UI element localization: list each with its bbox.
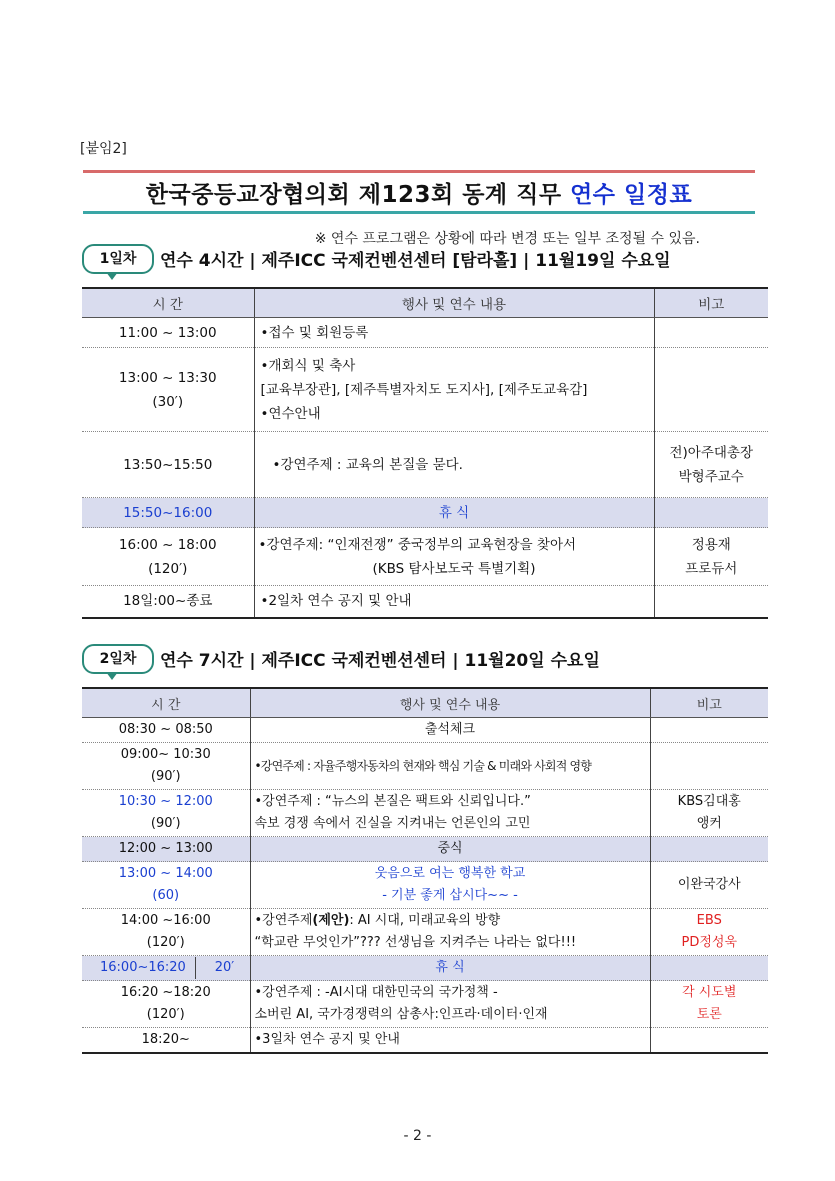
row-time: 08:30 ~ 08:50 xyxy=(82,718,250,743)
table-row xyxy=(82,981,768,1028)
table-row-lunch xyxy=(82,837,768,862)
row-time: 15:50~16:00 xyxy=(82,498,254,528)
table-row xyxy=(82,718,768,743)
table-row-break xyxy=(82,956,768,981)
row-note xyxy=(654,318,768,348)
day2-title: 연수 7시간 | 제주ICC 국제컨벤션센터 | 11월20일 수요일 xyxy=(160,651,600,671)
attachment-label: [붙임2] xyxy=(80,141,127,157)
row-time: 13:00 ~ 13:30 (30′) xyxy=(82,348,254,432)
row-note xyxy=(654,586,768,618)
row-time: 18:20~ xyxy=(82,1028,250,1054)
table-row xyxy=(82,348,768,432)
row-content: •강연주제 : -AI시대 대한민국의 국가정책 - 소버린 AI, 국가경쟁력의 삼총사:인프라·데이터·인재 xyxy=(250,981,650,1028)
row-content: 웃음으로 여는 행복한 학교 - 기분 좋게 삽시다~~ - xyxy=(250,862,650,909)
row-content: •2일차 연수 공지 및 안내 xyxy=(254,586,654,618)
day1-badge: 1일차 xyxy=(82,244,154,274)
col-content: 행사 및 연수 내용 xyxy=(250,688,650,718)
row-note xyxy=(654,498,768,528)
row-note xyxy=(650,956,768,981)
page-number: - 2 - xyxy=(403,1128,432,1144)
table-row xyxy=(82,909,768,956)
row-note xyxy=(650,837,768,862)
day2-table xyxy=(82,687,768,1054)
table-header xyxy=(82,688,768,718)
row-content: •3일차 연수 공지 및 안내 xyxy=(250,1028,650,1054)
title-highlight: 연수 일정표 xyxy=(570,182,693,208)
row-note xyxy=(650,718,768,743)
row-content: 휴 식 xyxy=(250,956,650,981)
table-row xyxy=(82,743,768,790)
row-note: 정용재 프로듀서 xyxy=(654,528,768,586)
title-main: 한국중등교장협의회 제123회 동계 직무 xyxy=(145,182,571,208)
table-row-break xyxy=(82,498,768,528)
day1-title: 연수 4시간 | 제주ICC 국제컨벤션센터 [탐라홀] | 11월19일 수요일 xyxy=(160,251,671,271)
table-row xyxy=(82,862,768,909)
row-note: EBS PD정성욱 xyxy=(650,909,768,956)
row-time: 18일:00~종료 xyxy=(82,586,254,618)
row-content: •강연주제(제안): AI 시대, 미래교육의 방향 “학교란 무엇인가”??? 선생님을 지켜주는 나라는 없다!!! xyxy=(250,909,650,956)
row-time: 16:00 ~ 18:00 (120′) xyxy=(82,528,254,586)
row-time: 13:50~15:50 xyxy=(82,432,254,498)
day2-badge: 2일차 xyxy=(82,644,154,674)
row-note xyxy=(654,348,768,432)
row-time: 14:00 ~16:00 (120′) xyxy=(82,909,250,956)
row-content: 휴 식 xyxy=(254,498,654,528)
row-content: •접수 및 회원등록 xyxy=(254,318,654,348)
row-note: KBS김대홍 앵커 xyxy=(650,790,768,837)
table-row xyxy=(82,586,768,618)
table-row xyxy=(82,318,768,348)
row-content: •강연주제: “인재전쟁” 중국정부의 교육현장을 찾아서 (KBS 탐사보도국 특별기획) xyxy=(254,528,654,586)
table-row xyxy=(82,1028,768,1054)
row-time: 09:00~ 10:30 (90′) xyxy=(82,743,250,790)
row-content: 출석체크 xyxy=(250,718,650,743)
row-content: •강연주제 : 자율주행자동차의 현재와 핵심 기술 & 미래와 사회적 영향 xyxy=(250,743,650,790)
row-note: 각 시도별 토론 xyxy=(650,981,768,1028)
title-rule-bottom xyxy=(83,211,755,214)
row-content: •개회식 및 축사 [교육부장관], [제주특별자치도 도지사], [제주도교육감] •연수안내 xyxy=(254,348,654,432)
row-time: 10:30 ~ 12:00 (90′) xyxy=(82,790,250,837)
row-note xyxy=(650,1028,768,1054)
row-content: •강연주제 : 교육의 본질을 묻다. xyxy=(254,432,654,498)
row-time: 11:00 ~ 13:00 xyxy=(82,318,254,348)
table-row xyxy=(82,432,768,498)
col-time: 시 간 xyxy=(82,688,250,718)
day1-table xyxy=(82,287,768,619)
row-note xyxy=(650,743,768,790)
row-note: 전)아주대총장 박형주교수 xyxy=(654,432,768,498)
col-content: 행사 및 연수 내용 xyxy=(254,288,654,318)
title-rule-top xyxy=(83,170,755,173)
row-time: 13:00 ~ 14:00 (60) xyxy=(82,862,250,909)
row-content: •강연주제 : “뉴스의 본질은 팩트와 신뢰입니다.” 속보 경쟁 속에서 진실을 지켜내는 언론인의 고민 xyxy=(250,790,650,837)
row-time: 16:20 ~18:20 (120′) xyxy=(82,981,250,1028)
row-time: 16:00~16:20 20′ xyxy=(82,956,250,981)
table-row xyxy=(82,790,768,837)
row-time: 12:00 ~ 13:00 xyxy=(82,837,250,862)
table-header xyxy=(82,288,768,318)
row-note: 이완국강사 xyxy=(650,862,768,909)
table-row xyxy=(82,528,768,586)
row-content: 중식 xyxy=(250,837,650,862)
col-note: 비고 xyxy=(650,688,768,718)
page-title xyxy=(83,176,755,209)
col-note: 비고 xyxy=(654,288,768,318)
schedule-note: ※ 연수 프로그램은 상황에 따라 변경 또는 일부 조정될 수 있음. xyxy=(314,231,700,247)
col-time: 시 간 xyxy=(82,288,254,318)
